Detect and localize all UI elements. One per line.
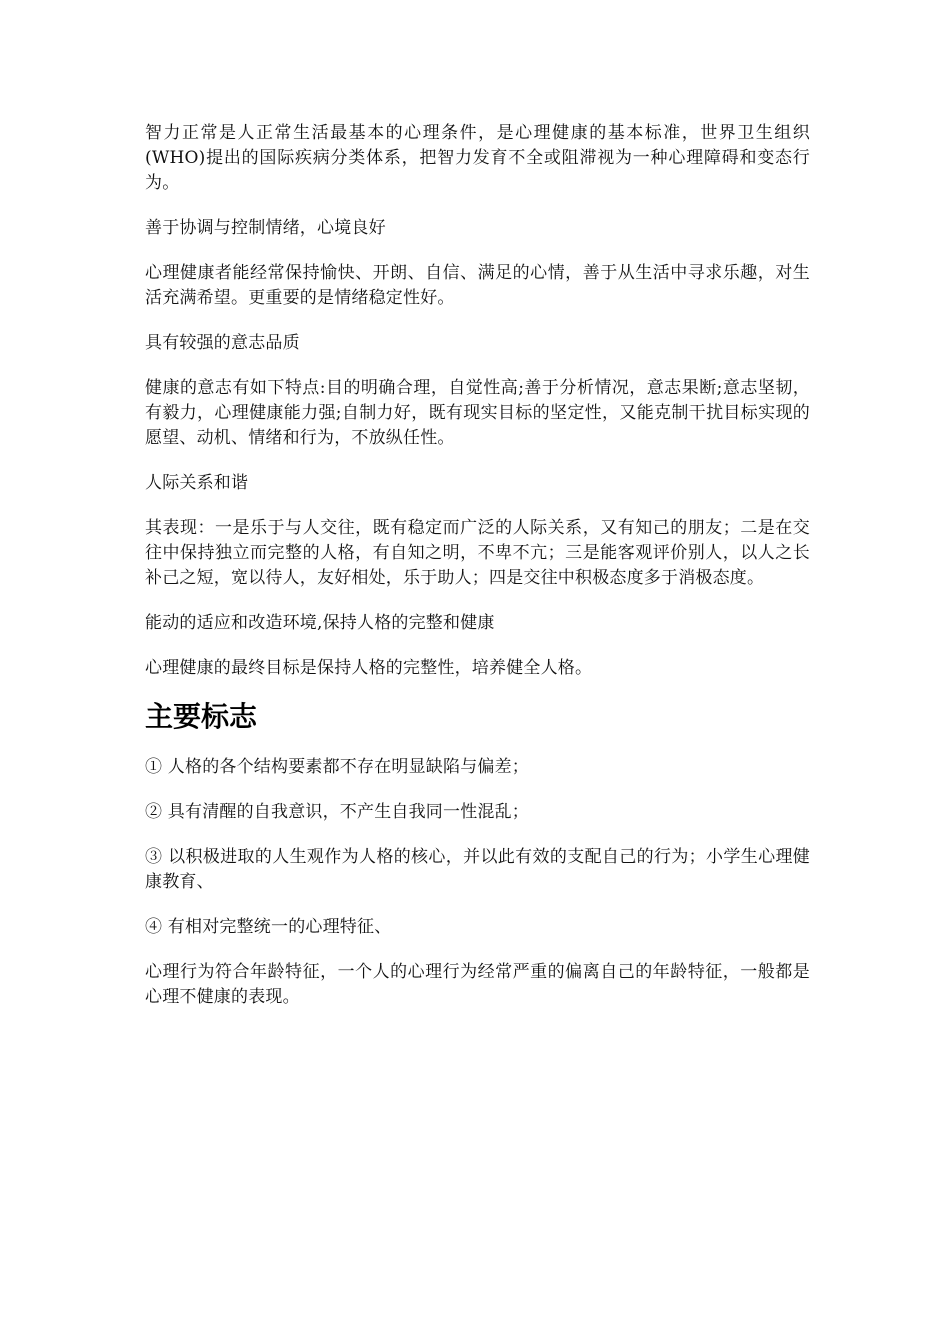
list-item-4: ④ 有相对完整统一的心理特征、 — [145, 917, 392, 937]
paragraph-will: 健康的意志有如下特点:目的明确合理，自觉性高;善于分析情况，意志果断;意志坚韧，有毅力，心理健康能力强;自制力好，既有现实目标的坚定性，又能克制干扰目标实现的愿望、动机、情绪和行为，不放纵任性。 — [145, 378, 810, 448]
subheading-relationships: 人际关系和谐 — [145, 473, 249, 493]
paragraph-relationships: 其表现：一是乐于与人交往，既有稳定而广泛的人际关系，又有知己的朋友；二是在交往中保持独立而完整的人格，有自知之明，不卑不亢；三是能客观评价别人，以人之长补己之短，宽以待人，友好相处，乐于助人；四是交往中积极态度多于消极态度。 — [145, 518, 810, 588]
subheading-emotion: 善于协调与控制情绪，心境良好 — [145, 218, 386, 238]
subheading-adaptation: 能动的适应和改造环境,保持人格的完整和健康 — [145, 613, 495, 633]
paragraph-emotion: 心理健康者能经常保持愉快、开朗、自信、满足的心情，善于从生活中寻求乐趣，对生活充满希望。更重要的是情绪稳定性好。 — [145, 263, 810, 308]
section-heading: 主要标志 — [145, 700, 258, 733]
list-item-1: ① 人格的各个结构要素都不存在明显缺陷与偏差； — [145, 757, 530, 777]
subheading-will: 具有较强的意志品质 — [145, 333, 300, 353]
paragraph-intellect: 智力正常是人正常生活最基本的心理条件，是心理健康的基本标准，世界卫生组织 (WHO)提出的国际疾病分类体系，把智力发育不全或阻滞视为一种心理障碍和变态行为。 — [145, 123, 810, 193]
list-item-2: ② 具有清醒的自我意识，不产生自我同一性混乱； — [145, 802, 530, 822]
list-item-3: ③ 以积极进取的人生观作为人格的核心，并以此有效的支配自己的行为；小学生心理健康教育、 — [145, 847, 810, 892]
paragraph-adaptation: 心理健康的最终目标是保持人格的完整性，培养健全人格。 — [145, 658, 593, 678]
document-body — [145, 121, 810, 1010]
paragraph-age: 心理行为符合年龄特征，一个人的心理行为经常严重的偏离自己的年龄特征，一般都是心理不健康的表现。 — [145, 962, 810, 1007]
